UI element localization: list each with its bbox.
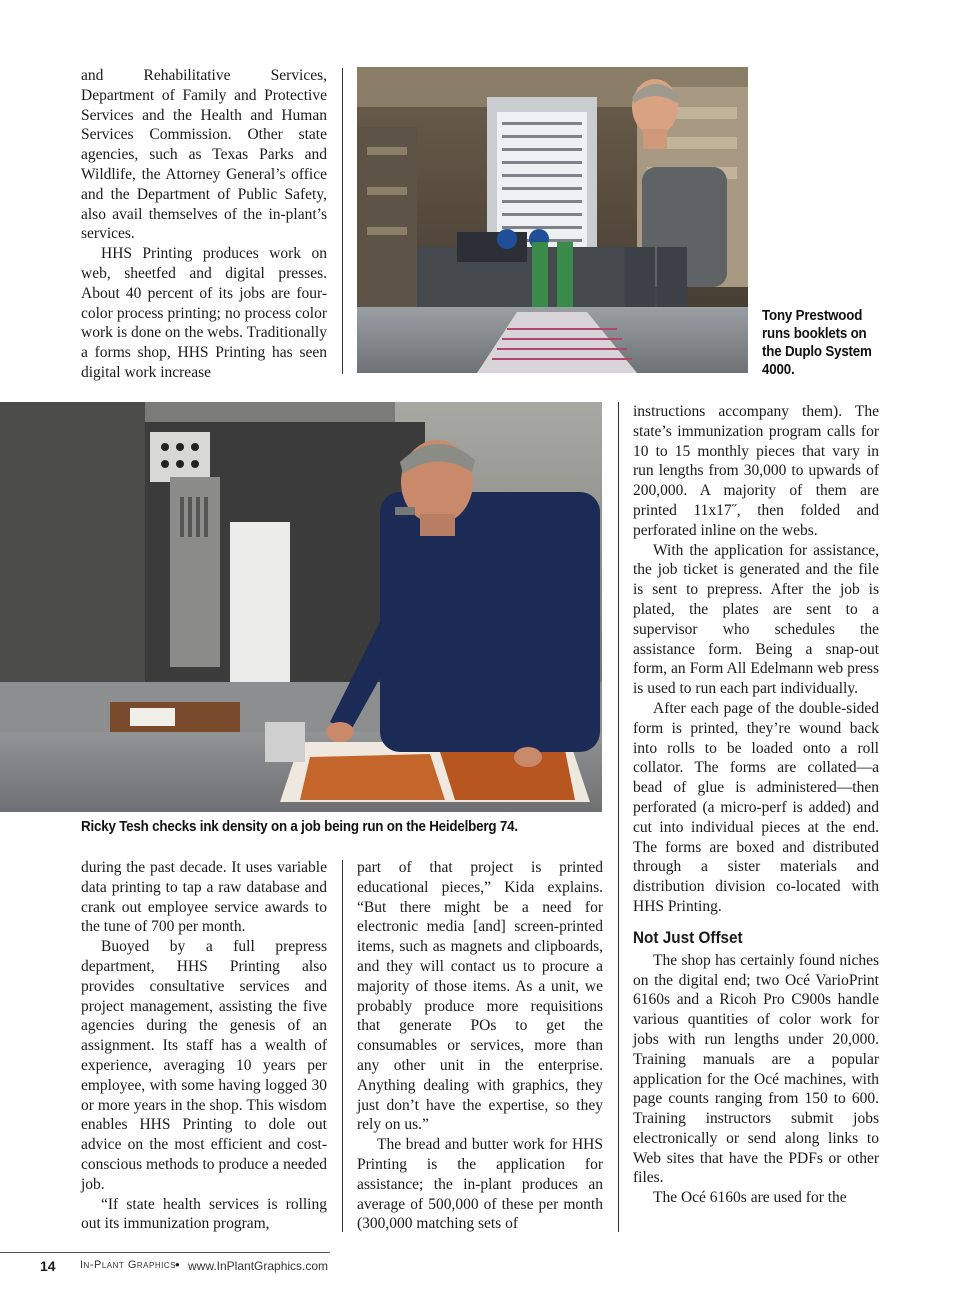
bullet-separator: •	[175, 1257, 180, 1272]
paragraph: Buoyed by a full prepress department, HHS Printing also provides consultative services and project management, assisting the five agencies during the genesis of an assignment. Its staff has a wealth of experience, averaging 10 years per employee, with some having logged 30 or more years in the shop. This wisdom enables HHS Printing to dole out advice on the most efficient and cost-conscious methods to produce a needed job.	[81, 938, 327, 1193]
paragraph: “If state health services is rolling out its immunization program,	[81, 1195, 327, 1233]
column-rule	[618, 402, 619, 1232]
column-3	[633, 402, 879, 1208]
magazine-name: In-Plant Graphics	[80, 1259, 176, 1271]
paragraph: With the application for assistance, the job ticket is generated and the file is sent to prepress. After the job is plated, the plates are sent to a supervisor who schedules the assistance form. Being a snap-out form, an Form All Edelmann web press is used to run each part individually.	[633, 541, 879, 698]
column-rule	[342, 860, 343, 1232]
paragraph: during the past decade. It uses variable data printing to tap a raw database and crank out employee service awards to the tune of 700 per month.	[81, 859, 327, 936]
column-2-bottom	[357, 858, 603, 1234]
page-footer	[0, 1252, 330, 1283]
page-number: 14	[40, 1258, 56, 1274]
photo-heidelberg-image	[0, 402, 602, 812]
column-1-top	[81, 66, 327, 383]
paragraph: After each page of the double-sided form is printed, they’re wound back into rolls to be loaded onto a roll collator. The forms are collated—a bead of glue is administered—then perforated (a micro-perf is added) and cut into individual pieces at the end. The forms are boxed and distributed through a sister materials and distribution division co-located with HHS Printing.	[633, 699, 879, 915]
photo-caption-heidelberg: Ricky Tesh checks ink density on a job being run on the Heidelberg 74.	[81, 819, 518, 835]
column-rule	[342, 68, 343, 374]
website-link[interactable]: www.InPlantGraphics.com	[188, 1259, 329, 1273]
paragraph: instructions accompany them). The state’s immunization program calls for 10 to 15 monthly pieces that vary in run lengths from 30,000 to upwards of 200,000. A majority of them are printed 11x17˝, then folded and perforated inline on the webs.	[633, 403, 879, 539]
photo-duplo-system	[357, 67, 748, 373]
subhead-not-just-offset: Not Just Offset	[633, 927, 743, 947]
paragraph: The shop has certainly found niches on the digital end; two Océ VarioPrint 6160s and a Ricoh Pro C900s handle various quantities of color work for jobs with run lengths under 20,000. Training manuals are a popular application for the Océ machines, with page counts ranging from 150 to 600. Training instructors submit jobs electronically or send along links to Web sites that have the PDFs or other files.	[633, 951, 879, 1187]
column-1-bottom	[81, 858, 327, 1234]
photo-heidelberg	[0, 402, 602, 812]
paragraph: The Océ 6160s are used for the	[653, 1189, 847, 1207]
paragraph: HHS Printing produces work on web, sheetfed and digital presses. About 40 percent of its jobs are four-color process printing; no process color work is done on the webs. Traditionally a forms shop, HHS Printing has seen digital work increase	[81, 245, 327, 381]
photo-duplo-image	[357, 67, 748, 373]
paragraph: and Rehabilitative Services, Department of Family and Protective Services and the Health and Human Services Commission. Other state agencies, such as Texas Parks and Wildlife, the Attorney General’s office and the Department of Public Safety, also avail themselves of the in-plant’s services.	[81, 67, 327, 243]
paragraph: The bread and butter work for HHS Printing is the application for assistance; the in-plant produces an average of 500,000 of these per month (300,000 matching sets of	[357, 1136, 603, 1233]
photo-caption-duplo: Tony Prestwood runs booklets on the Duplo System 4000.	[762, 308, 872, 378]
paragraph: part of that project is printed educational pieces,” Kida explains. “But there might be a need for electronic media [and] screen-printed items, such as magnets and clipboards, and they will contact us to procure a majority of those items. As a unit, we probably produce more requisitions that generate POs to get the consumables or services, more than any other unit in the enterprise. Anything dealing with graphics, they just don’t have the expertise, so they rely on us.”	[357, 859, 603, 1134]
